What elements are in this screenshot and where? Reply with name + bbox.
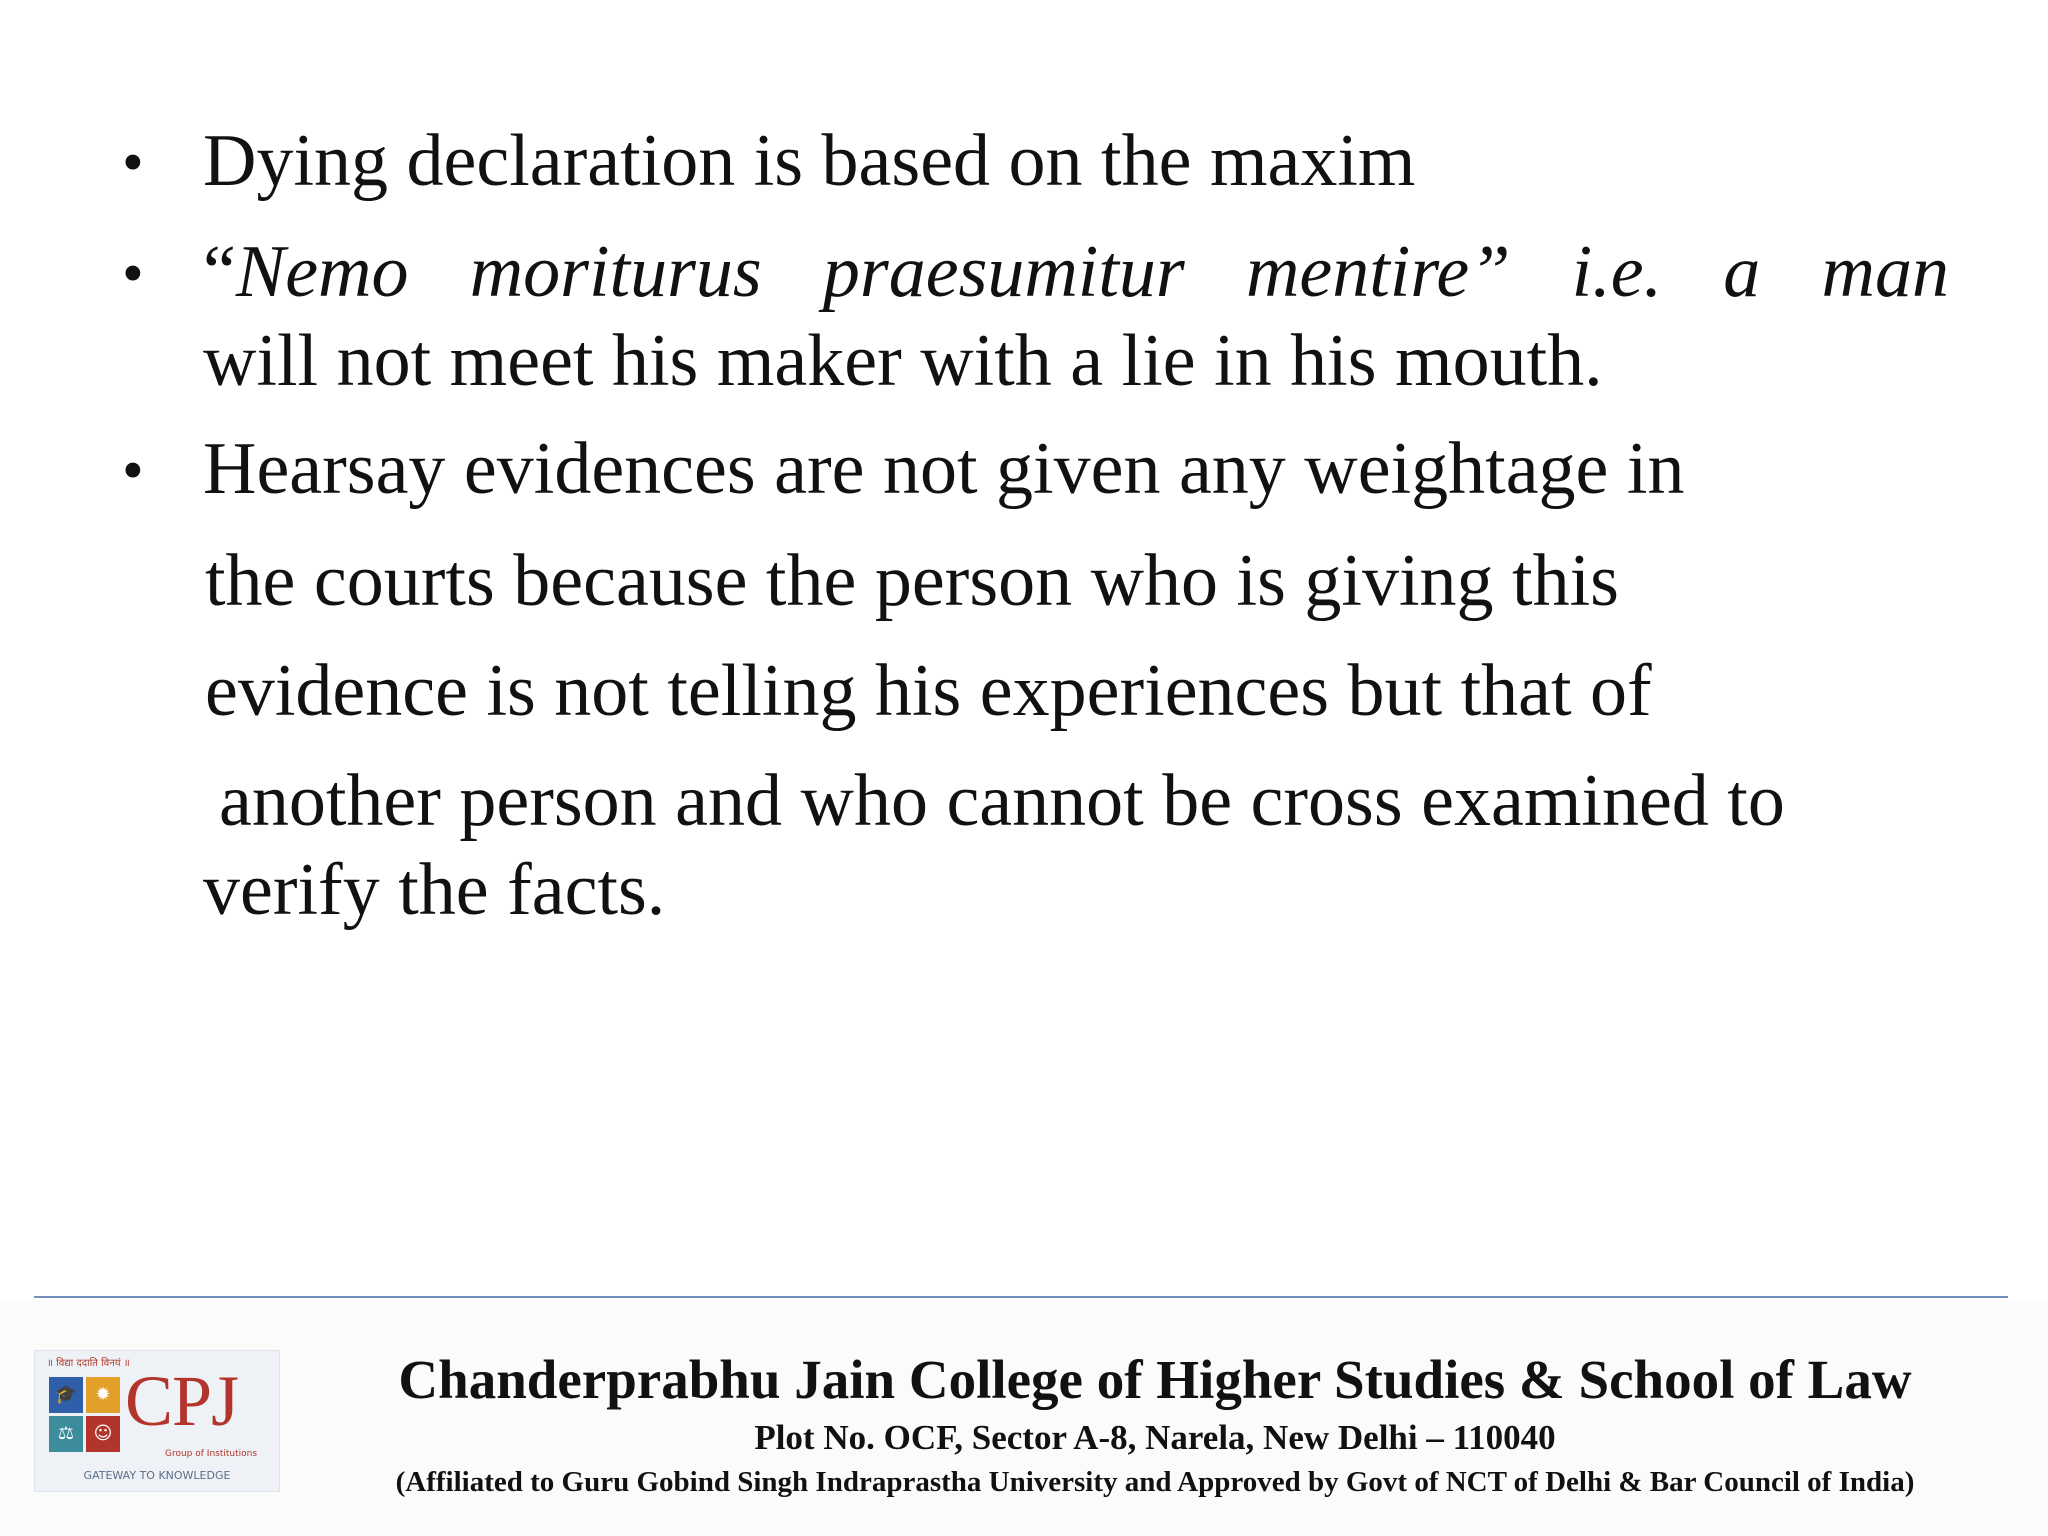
maxim-meaning-start: i.e. a man bbox=[1510, 231, 1949, 313]
logo-group-text: Group of Institutions bbox=[165, 1449, 258, 1459]
bullet-2-line-2: will not meet his maker with a lie in his mouth. bbox=[203, 320, 1603, 402]
logo-emblem bbox=[49, 1377, 121, 1453]
bullet-marker: • bbox=[122, 437, 144, 505]
bullet-3-line-2: the courts because the person who is giving this bbox=[205, 540, 1619, 622]
logo-motto: ॥ विद्या ददाति विनयं ॥ bbox=[47, 1358, 130, 1369]
bullet-2-line-1 bbox=[203, 231, 1949, 313]
college-address: Plot No. OCF, Sector A-8, Narela, New Delhi – 110040 bbox=[754, 1418, 1556, 1457]
cpj-logo bbox=[34, 1350, 280, 1492]
college-affiliation: (Affiliated to Guru Gobind Singh Indraprastha University and Approved by Govt of NCT of Delhi & Bar Council of India) bbox=[395, 1466, 1915, 1498]
college-name: Chanderprabhu Jain College of Higher Studies & School of Law bbox=[398, 1349, 1912, 1410]
bullet-3-line-3: evidence is not telling his experiences but that of bbox=[205, 650, 1652, 732]
maxim-quote-open: “ bbox=[203, 231, 236, 313]
latin-maxim: Nemo moriturus praesumitur mentire” bbox=[235, 231, 1511, 313]
bullet-3-line-5: verify the facts. bbox=[203, 849, 666, 931]
bullet-3-line-1: Hearsay evidences are not given any weightage in bbox=[203, 428, 1685, 510]
logo-letters: CPJ bbox=[125, 1361, 239, 1441]
person-icon: ☺ bbox=[86, 1416, 120, 1452]
bullet-marker: • bbox=[122, 129, 144, 197]
scales-of-justice-icon: ⚖ bbox=[49, 1416, 83, 1452]
footer-divider bbox=[34, 1296, 2008, 1298]
bullet-1-text: Dying declaration is based on the maxim bbox=[203, 120, 1416, 202]
logo-tagline: GATEWAY TO KNOWLEDGE bbox=[83, 1469, 231, 1482]
graduation-cap-icon: 🎓 bbox=[49, 1377, 83, 1413]
bullet-3-line-4: another person and who cannot be cross examined to bbox=[219, 760, 1785, 842]
bullet-marker: • bbox=[122, 240, 144, 308]
emblem-icon: ✹ bbox=[86, 1377, 120, 1413]
